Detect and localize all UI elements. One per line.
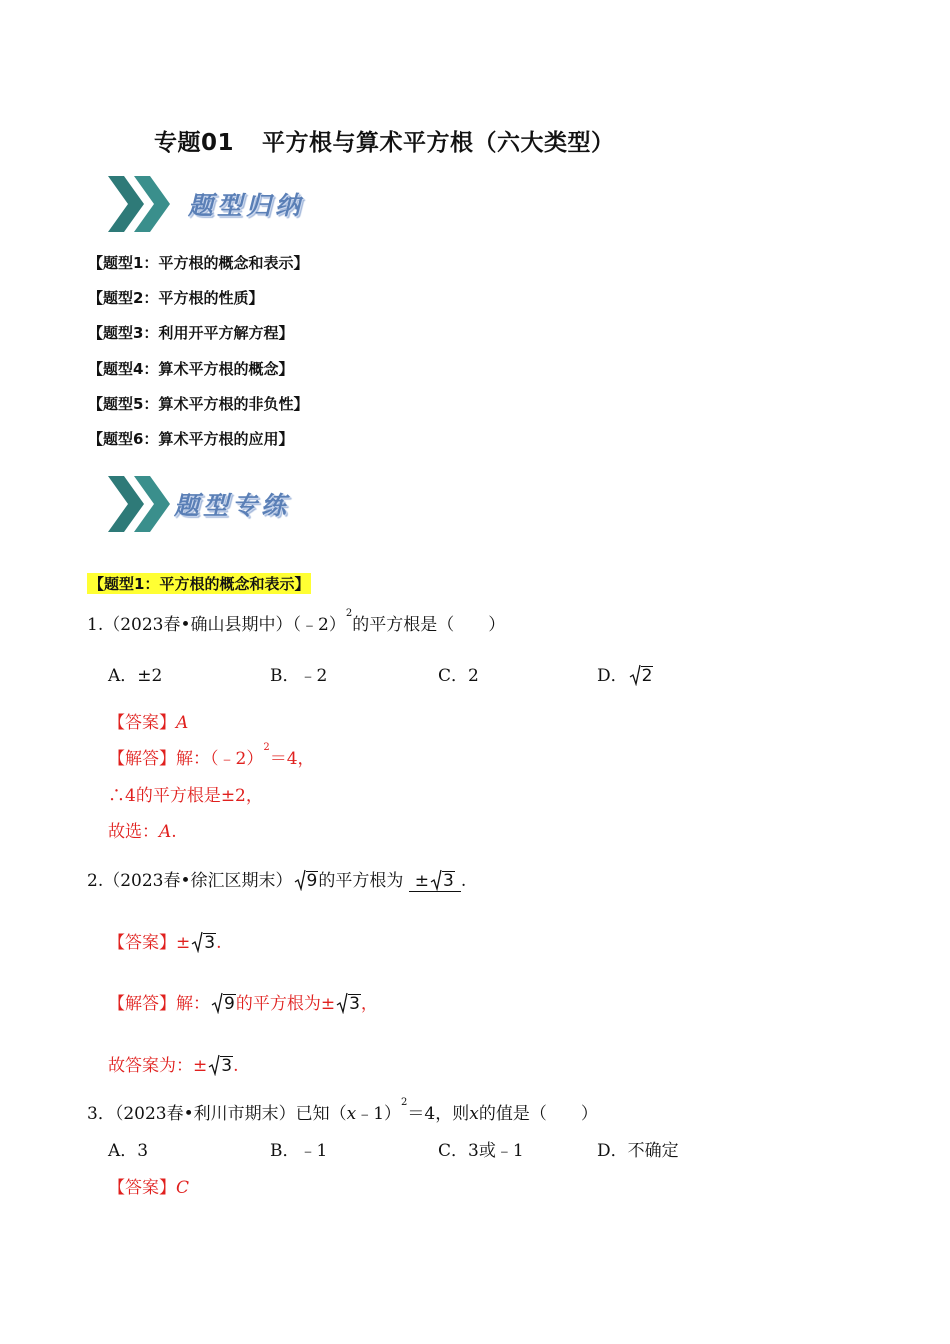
page-title [154,124,615,157]
q1-option-a: A．±2 [108,666,163,686]
toc-item-4: 【题型4：算术平方根的概念】 [88,360,294,378]
q1-option-d: D． 2 [597,666,653,686]
q2-answer: 【答案】± 3. [108,933,222,953]
sqrt-symbol: 3 [191,933,216,953]
q3-option-b: B．﹣1 [270,1141,328,1161]
sqrt-symbol: 3 [430,871,455,891]
sqrt-symbol: 3 [336,994,361,1014]
q1-option-c: C．2 [438,666,479,686]
q1-solution-step-2: ∴4的平方根是±2， [108,786,263,806]
banner-summary-label: 题型归纳 [188,191,305,220]
q3-answer: 【答案】C [108,1178,190,1198]
q2-solution: 【解答】解： 9的平方根为± 3， [108,994,378,1014]
q1-solution-step-3: 故选：A. [108,822,177,842]
toc-item-1: 【题型1：平方根的概念和表示】 [88,254,309,272]
toc-item-3: 【题型3：利用开平方解方程】 [88,324,294,342]
topic-number: 专题01 [154,130,235,156]
sqrt-symbol: 2 [629,666,654,686]
banner-practice-label: 题型专练 [174,491,291,520]
q2-answer-blank: ± 3 [409,871,461,892]
topic-title: 平方根与算术平方根（六大类型） [262,130,615,156]
q3-option-a: A．3 [108,1141,149,1161]
sqrt-symbol: 9 [294,871,319,891]
toc-item-6: 【题型6：算术平方根的应用】 [88,430,294,448]
question-2-stem: 2.（2023春•徐汇区期末） 9的平方根为 ± 3 . [87,871,467,891]
toc-item-2: 【题型2：平方根的性质】 [88,289,264,307]
section-heading: 【题型1：平方根的概念和表示】 [89,575,310,593]
toc-item-5: 【题型5：算术平方根的非负性】 [88,395,309,413]
banner-practice [104,472,324,536]
q3-option-c: C．3或﹣1 [438,1141,524,1161]
q3-option-d: D．不确定 [597,1141,679,1161]
sqrt-symbol: 3 [208,1056,233,1076]
q2-final-answer: 故答案为：± 3. [108,1056,239,1076]
sqrt-symbol: 9 [211,994,236,1014]
q1-solution: 【解答】解：（﹣2）$^2$＝4， [108,742,315,769]
question-1-stem: 1.（2023春•确山县期中）（﹣2）$^2$的平方根是（ ） [87,608,506,635]
double-chevron-icon [104,472,174,536]
banner-summary [104,172,324,236]
q1-answer: 【答案】A [108,713,189,733]
q1-option-b: B．﹣2 [270,666,328,686]
double-chevron-icon [104,172,174,236]
question-3-stem: 3．（2023春•利川市期末）已知（x﹣1）$^2$＝4，则x的值是（ ） [87,1097,598,1124]
